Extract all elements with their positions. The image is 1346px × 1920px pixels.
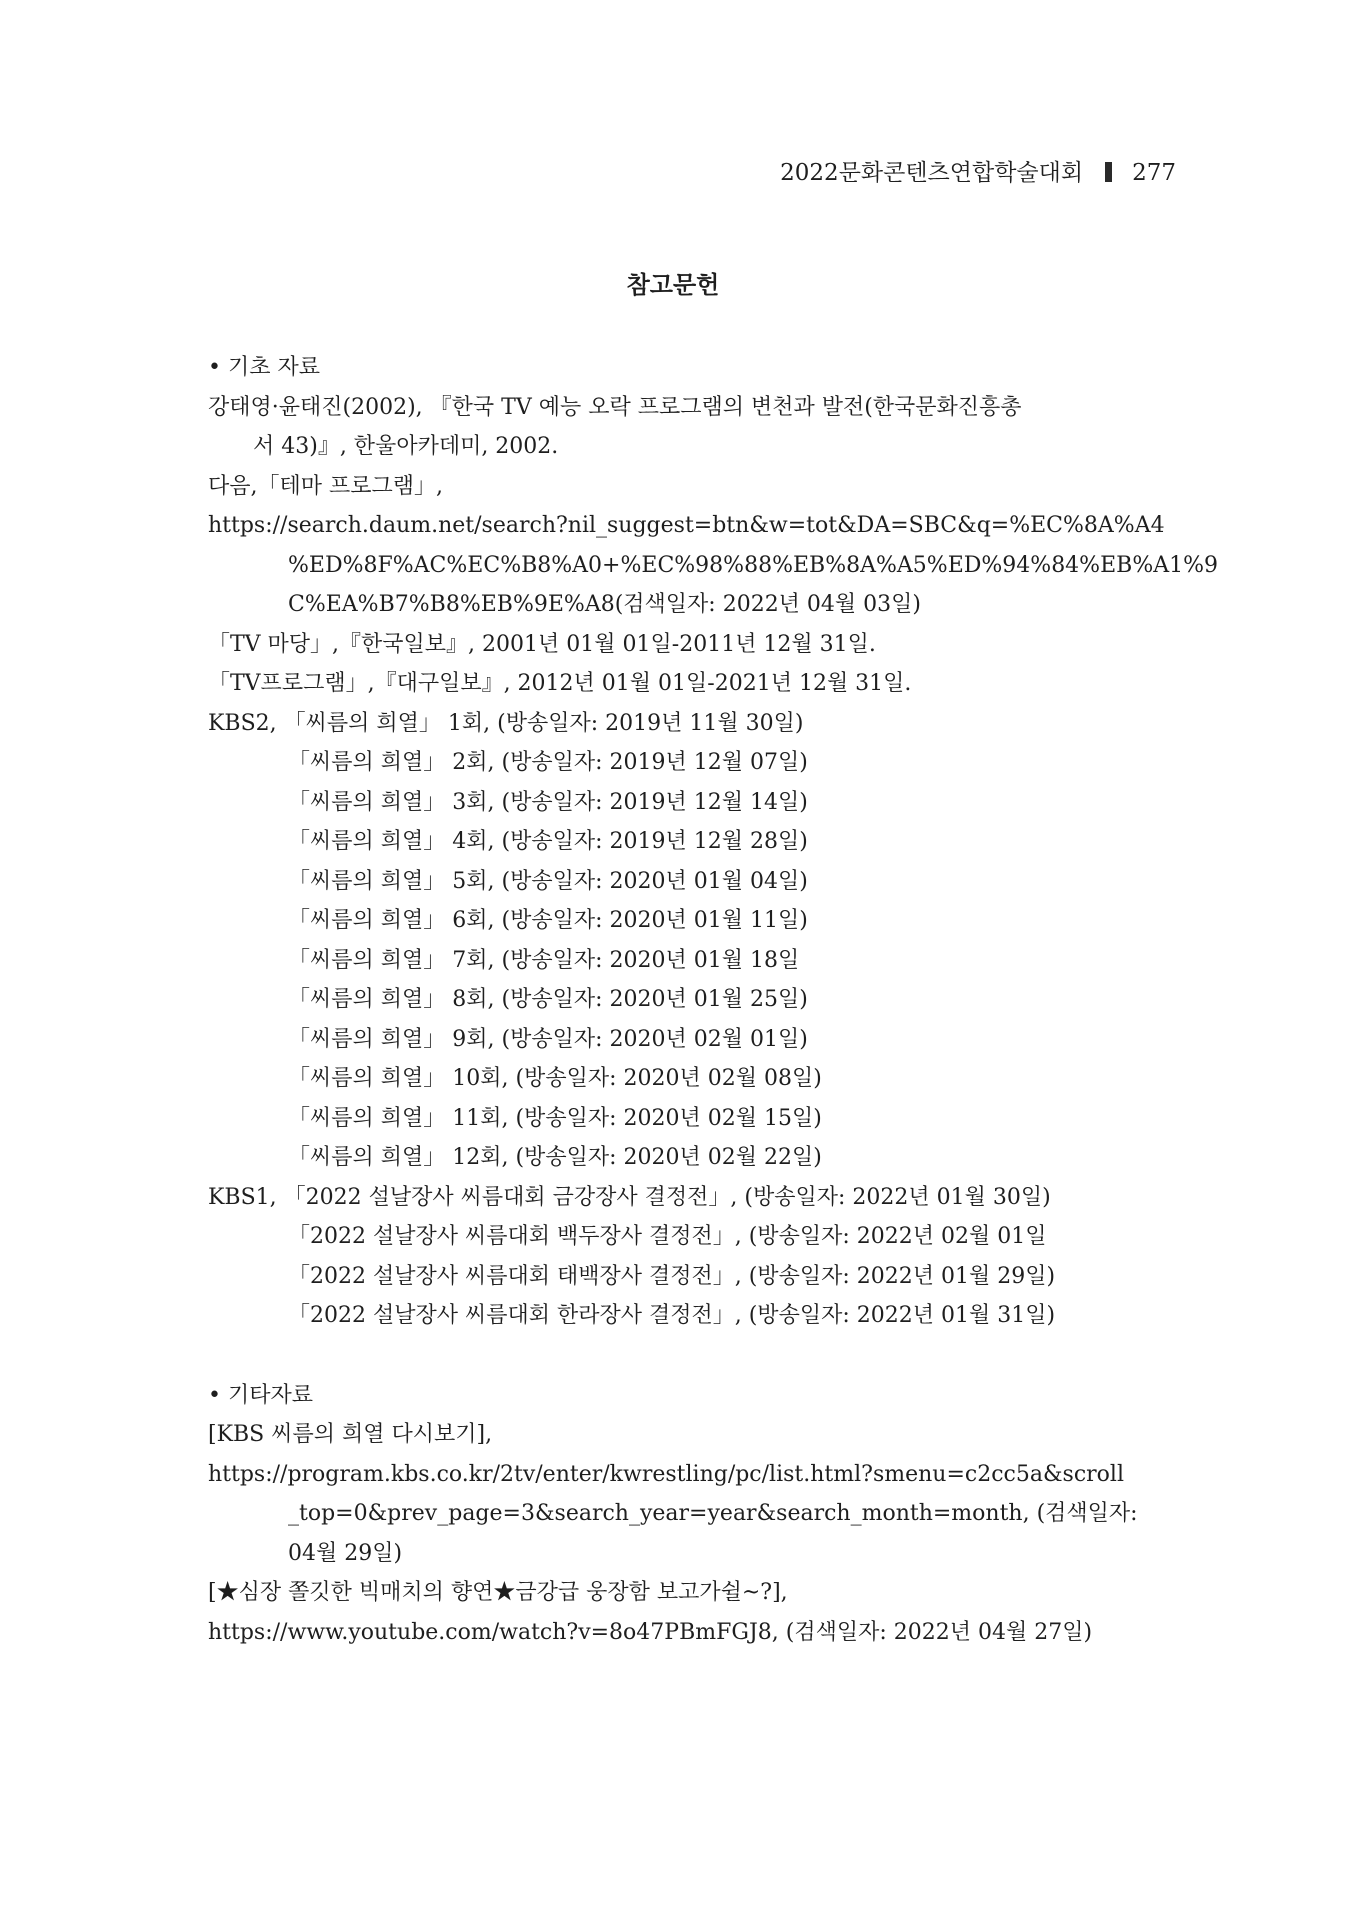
reference-line: 「TV프로그램」,『대구일보』, 2012년 01월 01일-2021년 12월 31일.	[208, 671, 912, 696]
reference-url-line: _top=0&prev_page=3&search_year=year&search_month=month, (검색일자:	[288, 1501, 1138, 1526]
broadcast-line: KBS2, 「씨름의 희열」 1회, (방송일자: 2019년 11월 30일)	[208, 710, 804, 736]
reference-line: 강태영·윤태진(2002), 『한국 TV 예능 오락 프로그램의 변천과 발전(한국문화진흥총	[208, 394, 1022, 420]
reference-url-line: 04월 29일)	[288, 1540, 403, 1566]
broadcast-line: 「씨름의 희열」 4회, (방송일자: 2019년 12월 28일)	[288, 829, 808, 854]
section-heading-other: • 기타자료	[208, 1382, 313, 1408]
broadcast-line: 「씨름의 희열」 2회, (방송일자: 2019년 12월 07일)	[288, 750, 808, 775]
reference-url-line: C%EA%B7%B8%EB%9E%A8(검색일자: 2022년 04월 03일)	[288, 592, 922, 617]
running-header	[780, 158, 1176, 188]
reference-url-line: %ED%8F%AC%EC%B8%A0+%EC%98%88%EB%8A%A5%ED%94%84%EB%A1%9	[288, 552, 1219, 578]
reference-line: [KBS 씨름의 희열 다시보기],	[208, 1422, 493, 1447]
reference-url-line: https://program.kbs.co.kr/2tv/enter/kwrestling/pc/list.html?smenu=c2cc5a&scroll	[208, 1461, 1124, 1487]
section-heading-basic: • 기초 자료	[208, 355, 320, 380]
section-spacer	[208, 1336, 1168, 1376]
header-separator-bar	[1105, 162, 1112, 182]
broadcast-line: 「씨름의 희열」 6회, (방송일자: 2020년 01월 11일)	[288, 908, 808, 933]
references-title: 참고문헌	[626, 270, 720, 299]
references-body	[208, 348, 1219, 1652]
reference-url-line: https://search.daum.net/search?nil_suggest=btn&w=tot&DA=SBC&q=%EC%8A%A4	[208, 513, 1165, 538]
page-number: 277	[1132, 160, 1176, 186]
reference-line: 서 43)』, 한울아카데미, 2002.	[253, 434, 559, 459]
broadcast-line: KBS1, 「2022 설날장사 씨름대회 금강장사 결정전」, (방송일자: 2022년 01월 30일)	[208, 1184, 1051, 1210]
broadcast-line: 「씨름의 희열」 12회, (방송일자: 2020년 02월 22일)	[288, 1145, 822, 1170]
broadcast-line: 「씨름의 희열」 5회, (방송일자: 2020년 01월 04일)	[288, 868, 808, 894]
broadcast-line: 「씨름의 희열」 11회, (방송일자: 2020년 02월 15일)	[288, 1105, 822, 1131]
broadcast-line: 「2022 설날장사 씨름대회 한라장사 결정전」, (방송일자: 2022년 01월 31일)	[288, 1303, 1056, 1328]
broadcast-line: 「2022 설날장사 씨름대회 백두장사 결정전」, (방송일자: 2022년 02월 01일	[288, 1224, 1047, 1249]
running-title: 2022문화콘텐츠연합학술대회	[780, 160, 1084, 186]
reference-line: 「TV 마당」,『한국일보』, 2001년 01월 01일-2011년 12월 31일.	[208, 631, 876, 657]
broadcast-line: 「씨름의 희열」 10회, (방송일자: 2020년 02월 08일)	[288, 1066, 822, 1091]
broadcast-line: 「씨름의 희열」 9회, (방송일자: 2020년 02월 01일)	[288, 1026, 808, 1052]
broadcast-line: 「2022 설날장사 씨름대회 태백장사 결정전」, (방송일자: 2022년 01월 29일)	[288, 1263, 1056, 1289]
broadcast-line: 「씨름의 희열」 7회, (방송일자: 2020년 01월 18일	[288, 947, 800, 973]
reference-url-line: https://www.youtube.com/watch?v=8o47PBmFGJ8, (검색일자: 2022년 04월 27일)	[208, 1619, 1093, 1645]
broadcast-line: 「씨름의 희열」 3회, (방송일자: 2019년 12월 14일)	[288, 789, 808, 815]
reference-line: [★심장 쫄깃한 빅매치의 향연★금강급 웅장함 보고가쉴~?],	[208, 1580, 788, 1605]
broadcast-line: 「씨름의 희열」 8회, (방송일자: 2020년 01월 25일)	[288, 987, 808, 1012]
reference-line: 다음,「테마 프로그램」,	[208, 473, 443, 499]
